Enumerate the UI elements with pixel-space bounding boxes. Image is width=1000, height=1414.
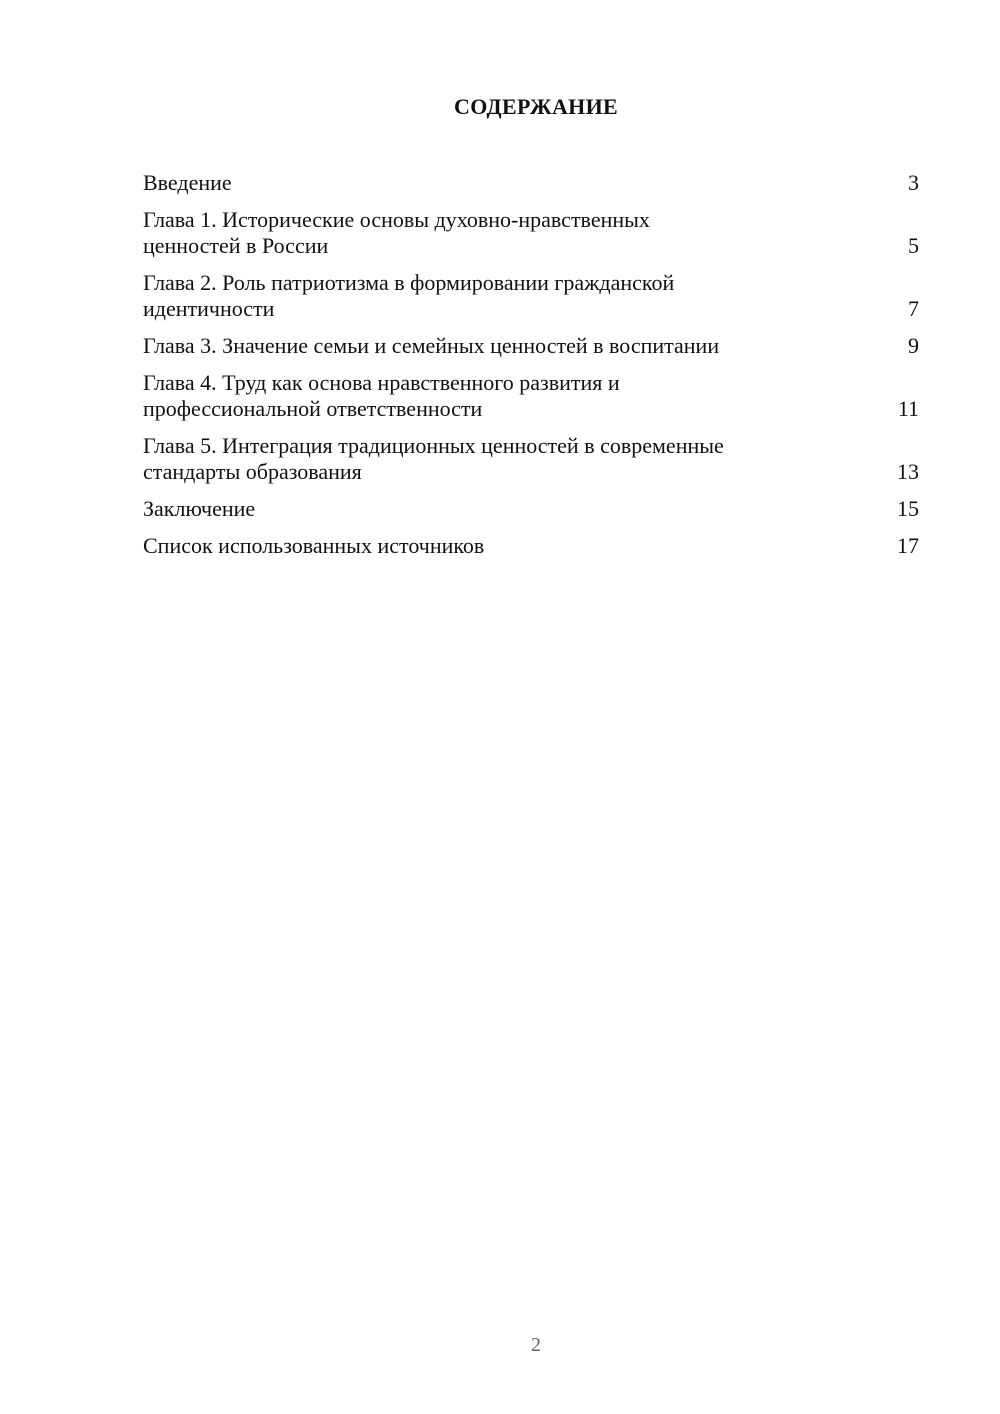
toc-entry-chapter-1 [143, 207, 919, 259]
toc-entry-page: 13 [897, 459, 919, 484]
toc-entry-line: Глава 1. Исторические основы духовно-нравственных [143, 207, 650, 232]
toc-entry-chapter-2 [143, 270, 919, 322]
toc-entry-text [143, 496, 255, 522]
table-of-contents [143, 170, 919, 570]
toc-entry-page: 15 [897, 496, 919, 521]
toc-entry-line: Глава 4. Труд как основа нравственного развития и [143, 370, 620, 395]
page-number: 2 [531, 1334, 541, 1356]
toc-entry-page: 17 [897, 533, 919, 558]
toc-entry-line: Глава 3. Значение семьи и семейных ценностей в воспитании [143, 333, 720, 358]
toc-entry-line: Введение [143, 170, 232, 195]
toc-entry-text [143, 333, 719, 359]
toc-entry-line: профессиональной ответственности [143, 396, 483, 421]
toc-entry-conclusion [143, 496, 919, 522]
toc-entry-page: 11 [897, 396, 919, 421]
toc-entry-text [143, 533, 484, 559]
page-title: СОДЕРЖАНИЕ [454, 94, 618, 119]
toc-entry-chapter-5 [143, 433, 919, 485]
toc-entry-text [143, 207, 650, 259]
toc-entry-text [143, 170, 232, 196]
toc-entry-introduction [143, 170, 919, 196]
toc-entry-chapter-3 [143, 333, 919, 359]
toc-entry-line: Глава 2. Роль патриотизма в формировании гражданской [143, 270, 675, 295]
toc-entry-page: 9 [908, 333, 919, 358]
toc-entry-line: идентичности [143, 296, 275, 321]
toc-entry-page: 3 [908, 170, 919, 195]
toc-entry-line: Список использованных источников [143, 533, 485, 558]
toc-entry-page: 5 [908, 233, 919, 258]
toc-entry-text [143, 433, 724, 485]
toc-entry-text [143, 270, 674, 322]
toc-entry-text [143, 370, 620, 422]
toc-entry-references [143, 533, 919, 559]
toc-entry-line: ценностей в России [143, 233, 329, 258]
toc-entry-line: стандарты образования [143, 459, 362, 484]
toc-entry-line: Заключение [143, 496, 256, 521]
toc-entry-page: 7 [908, 296, 919, 321]
toc-entry-line: Глава 5. Интеграция традиционных ценностей в современные [143, 433, 724, 458]
toc-entry-chapter-4 [143, 370, 919, 422]
